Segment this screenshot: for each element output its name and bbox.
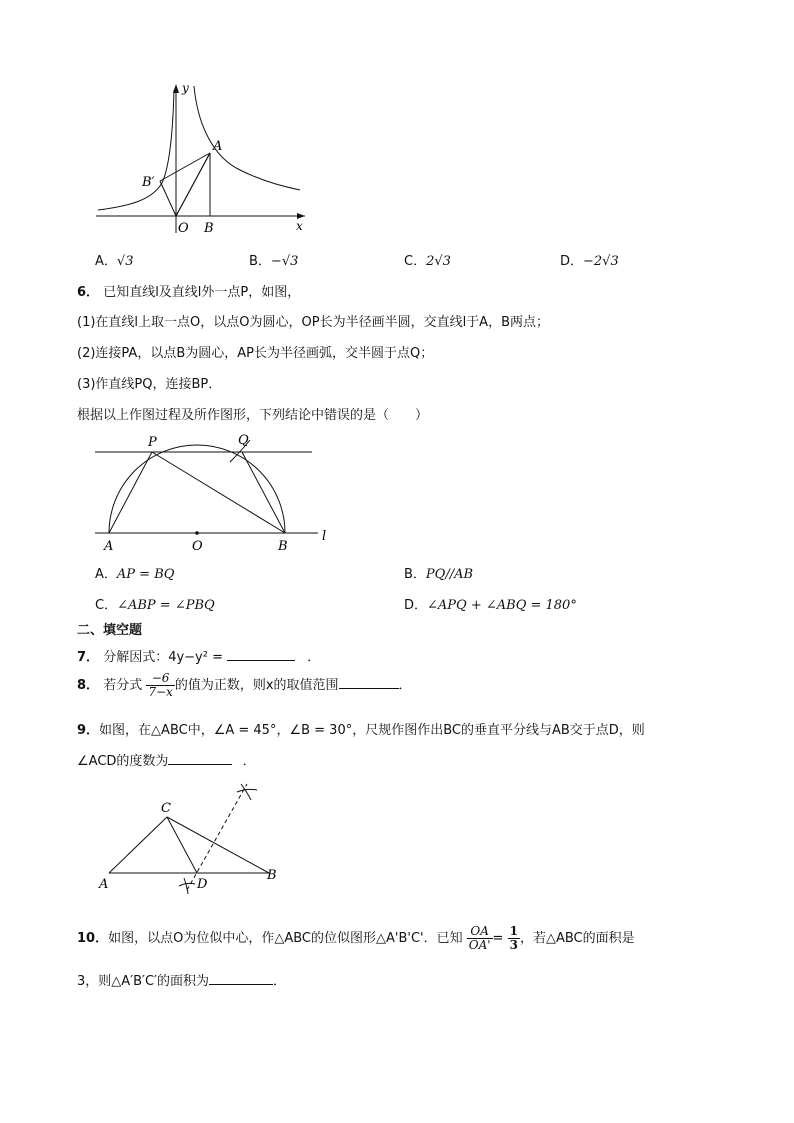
q10-line2 bbox=[77, 970, 286, 989]
q6-option-d-value: ∠APQ + ∠ABQ = 180° bbox=[427, 598, 577, 613]
q7-number: 7． bbox=[77, 650, 100, 665]
q7-answer-blank[interactable] bbox=[227, 648, 295, 661]
q8-fraction bbox=[146, 672, 174, 699]
q5-option-d-letter: D． bbox=[560, 254, 584, 269]
q7 bbox=[77, 646, 320, 665]
q10-number: 10． bbox=[77, 931, 109, 946]
q10-line1 bbox=[77, 925, 635, 952]
q9-text2: ∠ACD的度数为 bbox=[77, 754, 169, 769]
fig1-label-B: B bbox=[204, 221, 214, 236]
fig3-label-A: A bbox=[99, 877, 109, 892]
q5-option-d-value: −2√3 bbox=[583, 254, 619, 269]
q6-option-a-letter: A． bbox=[95, 567, 117, 582]
q5-option-c bbox=[404, 250, 451, 269]
q7-tail: ． bbox=[307, 650, 321, 665]
q8-answer-blank[interactable] bbox=[339, 676, 399, 689]
q10-frac-num: OA bbox=[467, 925, 493, 939]
q9-tail: ． bbox=[242, 754, 256, 769]
semicircle-figure bbox=[90, 430, 340, 560]
q10-text2: 3，则△A′B′C′的面积为 bbox=[77, 974, 210, 989]
q5-option-c-letter: C． bbox=[404, 254, 427, 269]
q5-option-d bbox=[560, 250, 619, 269]
q9-number: 9． bbox=[77, 723, 100, 738]
q6-number: 6． bbox=[77, 285, 100, 300]
q10-fraction-oa bbox=[467, 925, 493, 952]
q6-option-d bbox=[404, 594, 577, 613]
fig1-label-Bp: B′ bbox=[142, 175, 155, 190]
fig2-label-l: l bbox=[322, 529, 327, 544]
q10-pre: 如图，以点O为位似中心，作△ABC的位似图形△A'B'C'．已知 bbox=[108, 931, 463, 946]
q6-stem-text: 已知直线l及直线l外一点P，如图， bbox=[103, 285, 301, 300]
q6-step1: (1)在直线l上取一点O，以点O为圆心，OP长为半径画半圆，交直线l于A，B两点； bbox=[77, 315, 549, 330]
fig2-label-B: B bbox=[278, 539, 288, 554]
q10-ratio-den: 3 bbox=[509, 938, 518, 952]
q9-text1: 如图，在△ABC中，∠A = 45°，∠B = 30°，尺规作图作出BC的垂直平分线与AB交于点D，则 bbox=[99, 723, 645, 738]
triangle-figure bbox=[95, 778, 295, 898]
q10-fraction-ratio bbox=[508, 925, 520, 952]
q8-tail: ． bbox=[398, 678, 412, 693]
q8-pre: 若分式 bbox=[103, 678, 143, 693]
fig2-label-O: O bbox=[192, 539, 203, 554]
q5-option-c-value: 2√3 bbox=[426, 254, 451, 269]
q8-frac-num: −6 bbox=[146, 672, 174, 686]
q8-frac-den: 7−x bbox=[148, 685, 173, 699]
fig2-label-Q: Q bbox=[238, 433, 249, 448]
q6-step2: (2)连接PA，以点B为圆心，AP长为半径画弧，交半圆于点Q； bbox=[77, 346, 434, 361]
fig2-label-A: A bbox=[104, 539, 114, 554]
q6-step3: (3)作直线PQ，连接BP． bbox=[77, 377, 222, 392]
fig1-label-O: O bbox=[178, 221, 189, 236]
q6-question: 根据以上作图过程及所作图形，下列结论中错误的是（ ） bbox=[77, 408, 429, 423]
q6-option-a bbox=[95, 563, 174, 582]
q6-option-b bbox=[404, 563, 473, 582]
q6-option-d-letter: D． bbox=[404, 598, 428, 613]
q6-option-c-letter: C． bbox=[95, 598, 118, 613]
q9-answer-blank[interactable] bbox=[168, 752, 232, 765]
q5-option-a-letter: A． bbox=[95, 254, 117, 269]
q8-number: 8． bbox=[77, 678, 100, 693]
fig3-label-C: C bbox=[161, 801, 171, 816]
q10-answer-blank[interactable] bbox=[209, 972, 273, 985]
q10-eq: = bbox=[492, 931, 504, 946]
fig3-label-B: B bbox=[267, 868, 277, 883]
fig1-label-x: x bbox=[296, 219, 303, 233]
section-title: 二、填空题 bbox=[77, 623, 143, 638]
q6-option-b-letter: B． bbox=[404, 567, 426, 582]
fig2-label-P: P bbox=[148, 435, 157, 450]
q5-option-a-value: √3 bbox=[116, 254, 134, 269]
q6-stem bbox=[77, 281, 300, 300]
q5-option-b-value: −√3 bbox=[270, 254, 299, 269]
q10-ratio-num: 1 bbox=[509, 924, 518, 938]
q6-option-c bbox=[95, 594, 215, 613]
q6-option-b-value: PQ//AB bbox=[425, 567, 474, 582]
q10-tail: ． bbox=[273, 974, 287, 989]
q9-line1 bbox=[77, 719, 645, 738]
q6-option-c-value: ∠ABP = ∠PBQ bbox=[117, 598, 215, 613]
fig3-label-D: D bbox=[197, 877, 208, 892]
q8-post: 的值为正数，则x的取值范围 bbox=[174, 678, 339, 693]
q9-line2 bbox=[77, 750, 256, 769]
q6-option-a-value: AP = BQ bbox=[116, 567, 175, 582]
q8 bbox=[77, 672, 412, 699]
fig1-label-A: A bbox=[213, 139, 223, 154]
q5-option-b-letter: B． bbox=[249, 254, 271, 269]
q5-option-b bbox=[249, 250, 298, 269]
q10-post: ，若△ABC的面积是 bbox=[519, 931, 635, 946]
q10-frac-den: OA' bbox=[468, 938, 491, 952]
q7-text: 分解因式：4y−y² = bbox=[103, 650, 228, 665]
q5-option-a bbox=[95, 250, 133, 269]
hyperbola-figure bbox=[90, 78, 320, 238]
fig1-label-y: y bbox=[182, 81, 189, 95]
